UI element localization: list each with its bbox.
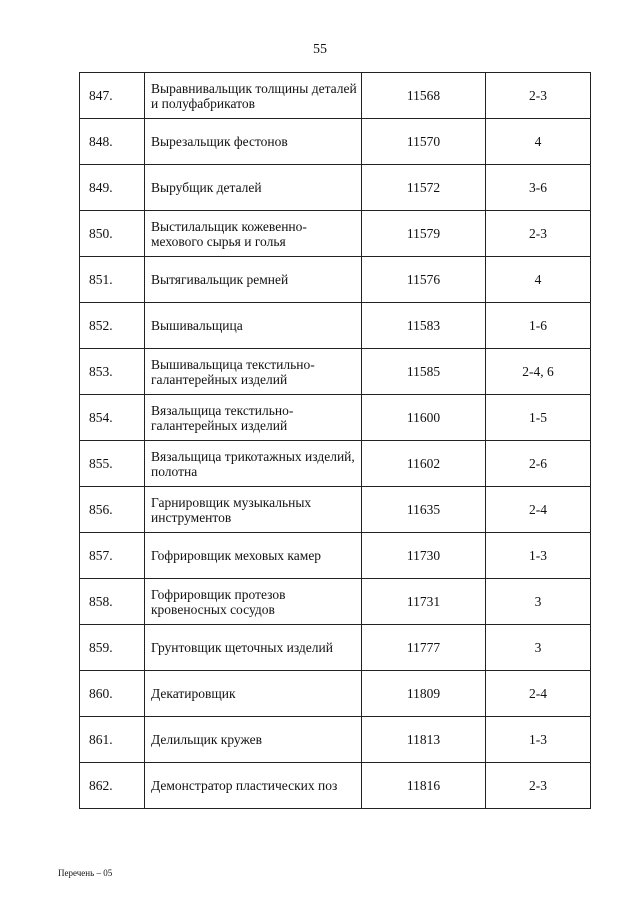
grade-range: 4 (486, 257, 591, 303)
grade-range: 2-3 (486, 211, 591, 257)
profession-code: 11731 (362, 579, 486, 625)
profession-name: Делильщик кружев (145, 717, 362, 763)
grade-range: 2-4 (486, 487, 591, 533)
table-row (80, 303, 591, 349)
table-row (80, 487, 591, 533)
profession-name: Вышивальщица (145, 303, 362, 349)
table-row (80, 257, 591, 303)
table-row (80, 533, 591, 579)
page-number: 55 (313, 42, 327, 57)
grade-range: 2-3 (486, 73, 591, 119)
profession-name: Декатировщик (145, 671, 362, 717)
profession-name: Вышивальщица текстильно-галантерейных изделий (145, 349, 362, 395)
profession-name: Выстилальщик кожевенно-мехового сырья и голья (145, 211, 362, 257)
profession-name: Гарнировщик музыкальных инструментов (145, 487, 362, 533)
grade-range: 1-5 (486, 395, 591, 441)
table-row (80, 211, 591, 257)
profession-code: 11809 (362, 671, 486, 717)
row-number: 860. (80, 671, 145, 717)
row-number: 847. (80, 73, 145, 119)
profession-name: Демонстратор пластических поз (145, 763, 362, 809)
grade-range: 2-4, 6 (486, 349, 591, 395)
row-number: 857. (80, 533, 145, 579)
row-number: 849. (80, 165, 145, 211)
table-row (80, 717, 591, 763)
profession-code: 11730 (362, 533, 486, 579)
profession-name: Вырезальщик фестонов (145, 119, 362, 165)
grade-range: 1-3 (486, 533, 591, 579)
row-number: 856. (80, 487, 145, 533)
grade-range: 3-6 (486, 165, 591, 211)
table-row (80, 395, 591, 441)
table-row (80, 119, 591, 165)
profession-name: Вязальщица трикотажных изделий, полотна (145, 441, 362, 487)
grade-range: 1-3 (486, 717, 591, 763)
profession-code: 11570 (362, 119, 486, 165)
grade-range: 2-4 (486, 671, 591, 717)
profession-code: 11579 (362, 211, 486, 257)
profession-code: 11816 (362, 763, 486, 809)
profession-code: 11600 (362, 395, 486, 441)
grade-range: 3 (486, 579, 591, 625)
table-row (80, 441, 591, 487)
profession-code: 11585 (362, 349, 486, 395)
row-number: 862. (80, 763, 145, 809)
row-number: 854. (80, 395, 145, 441)
profession-code: 11572 (362, 165, 486, 211)
row-number: 855. (80, 441, 145, 487)
profession-name: Гофрировщик меховых камер (145, 533, 362, 579)
profession-code: 11777 (362, 625, 486, 671)
profession-name: Вязальщица текстильно-галантерейных изделий (145, 395, 362, 441)
row-number: 861. (80, 717, 145, 763)
grade-range: 1-6 (486, 303, 591, 349)
footer-label: Перечень – 05 (58, 868, 113, 878)
row-number: 853. (80, 349, 145, 395)
table-row (80, 73, 591, 119)
profession-name: Грунтовщик щеточных изделий (145, 625, 362, 671)
profession-code: 11583 (362, 303, 486, 349)
profession-name: Выравнивальщик толщины деталей и полуфабрикатов (145, 73, 362, 119)
profession-name: Вытягивальщик ремней (145, 257, 362, 303)
grade-range: 4 (486, 119, 591, 165)
profession-name: Вырубщик деталей (145, 165, 362, 211)
profession-code: 11602 (362, 441, 486, 487)
grade-range: 2-6 (486, 441, 591, 487)
grade-range: 3 (486, 625, 591, 671)
row-number: 848. (80, 119, 145, 165)
row-number: 859. (80, 625, 145, 671)
table-row (80, 349, 591, 395)
professions-table (79, 72, 591, 809)
profession-code: 11635 (362, 487, 486, 533)
table-row (80, 625, 591, 671)
table-body (80, 73, 591, 809)
profession-code: 11813 (362, 717, 486, 763)
profession-code: 11576 (362, 257, 486, 303)
table-row (80, 165, 591, 211)
table-row (80, 579, 591, 625)
profession-code: 11568 (362, 73, 486, 119)
row-number: 850. (80, 211, 145, 257)
row-number: 851. (80, 257, 145, 303)
profession-name: Гофрировщик протезов кровеносных сосудов (145, 579, 362, 625)
table-row (80, 763, 591, 809)
row-number: 858. (80, 579, 145, 625)
grade-range: 2-3 (486, 763, 591, 809)
table-row (80, 671, 591, 717)
row-number: 852. (80, 303, 145, 349)
